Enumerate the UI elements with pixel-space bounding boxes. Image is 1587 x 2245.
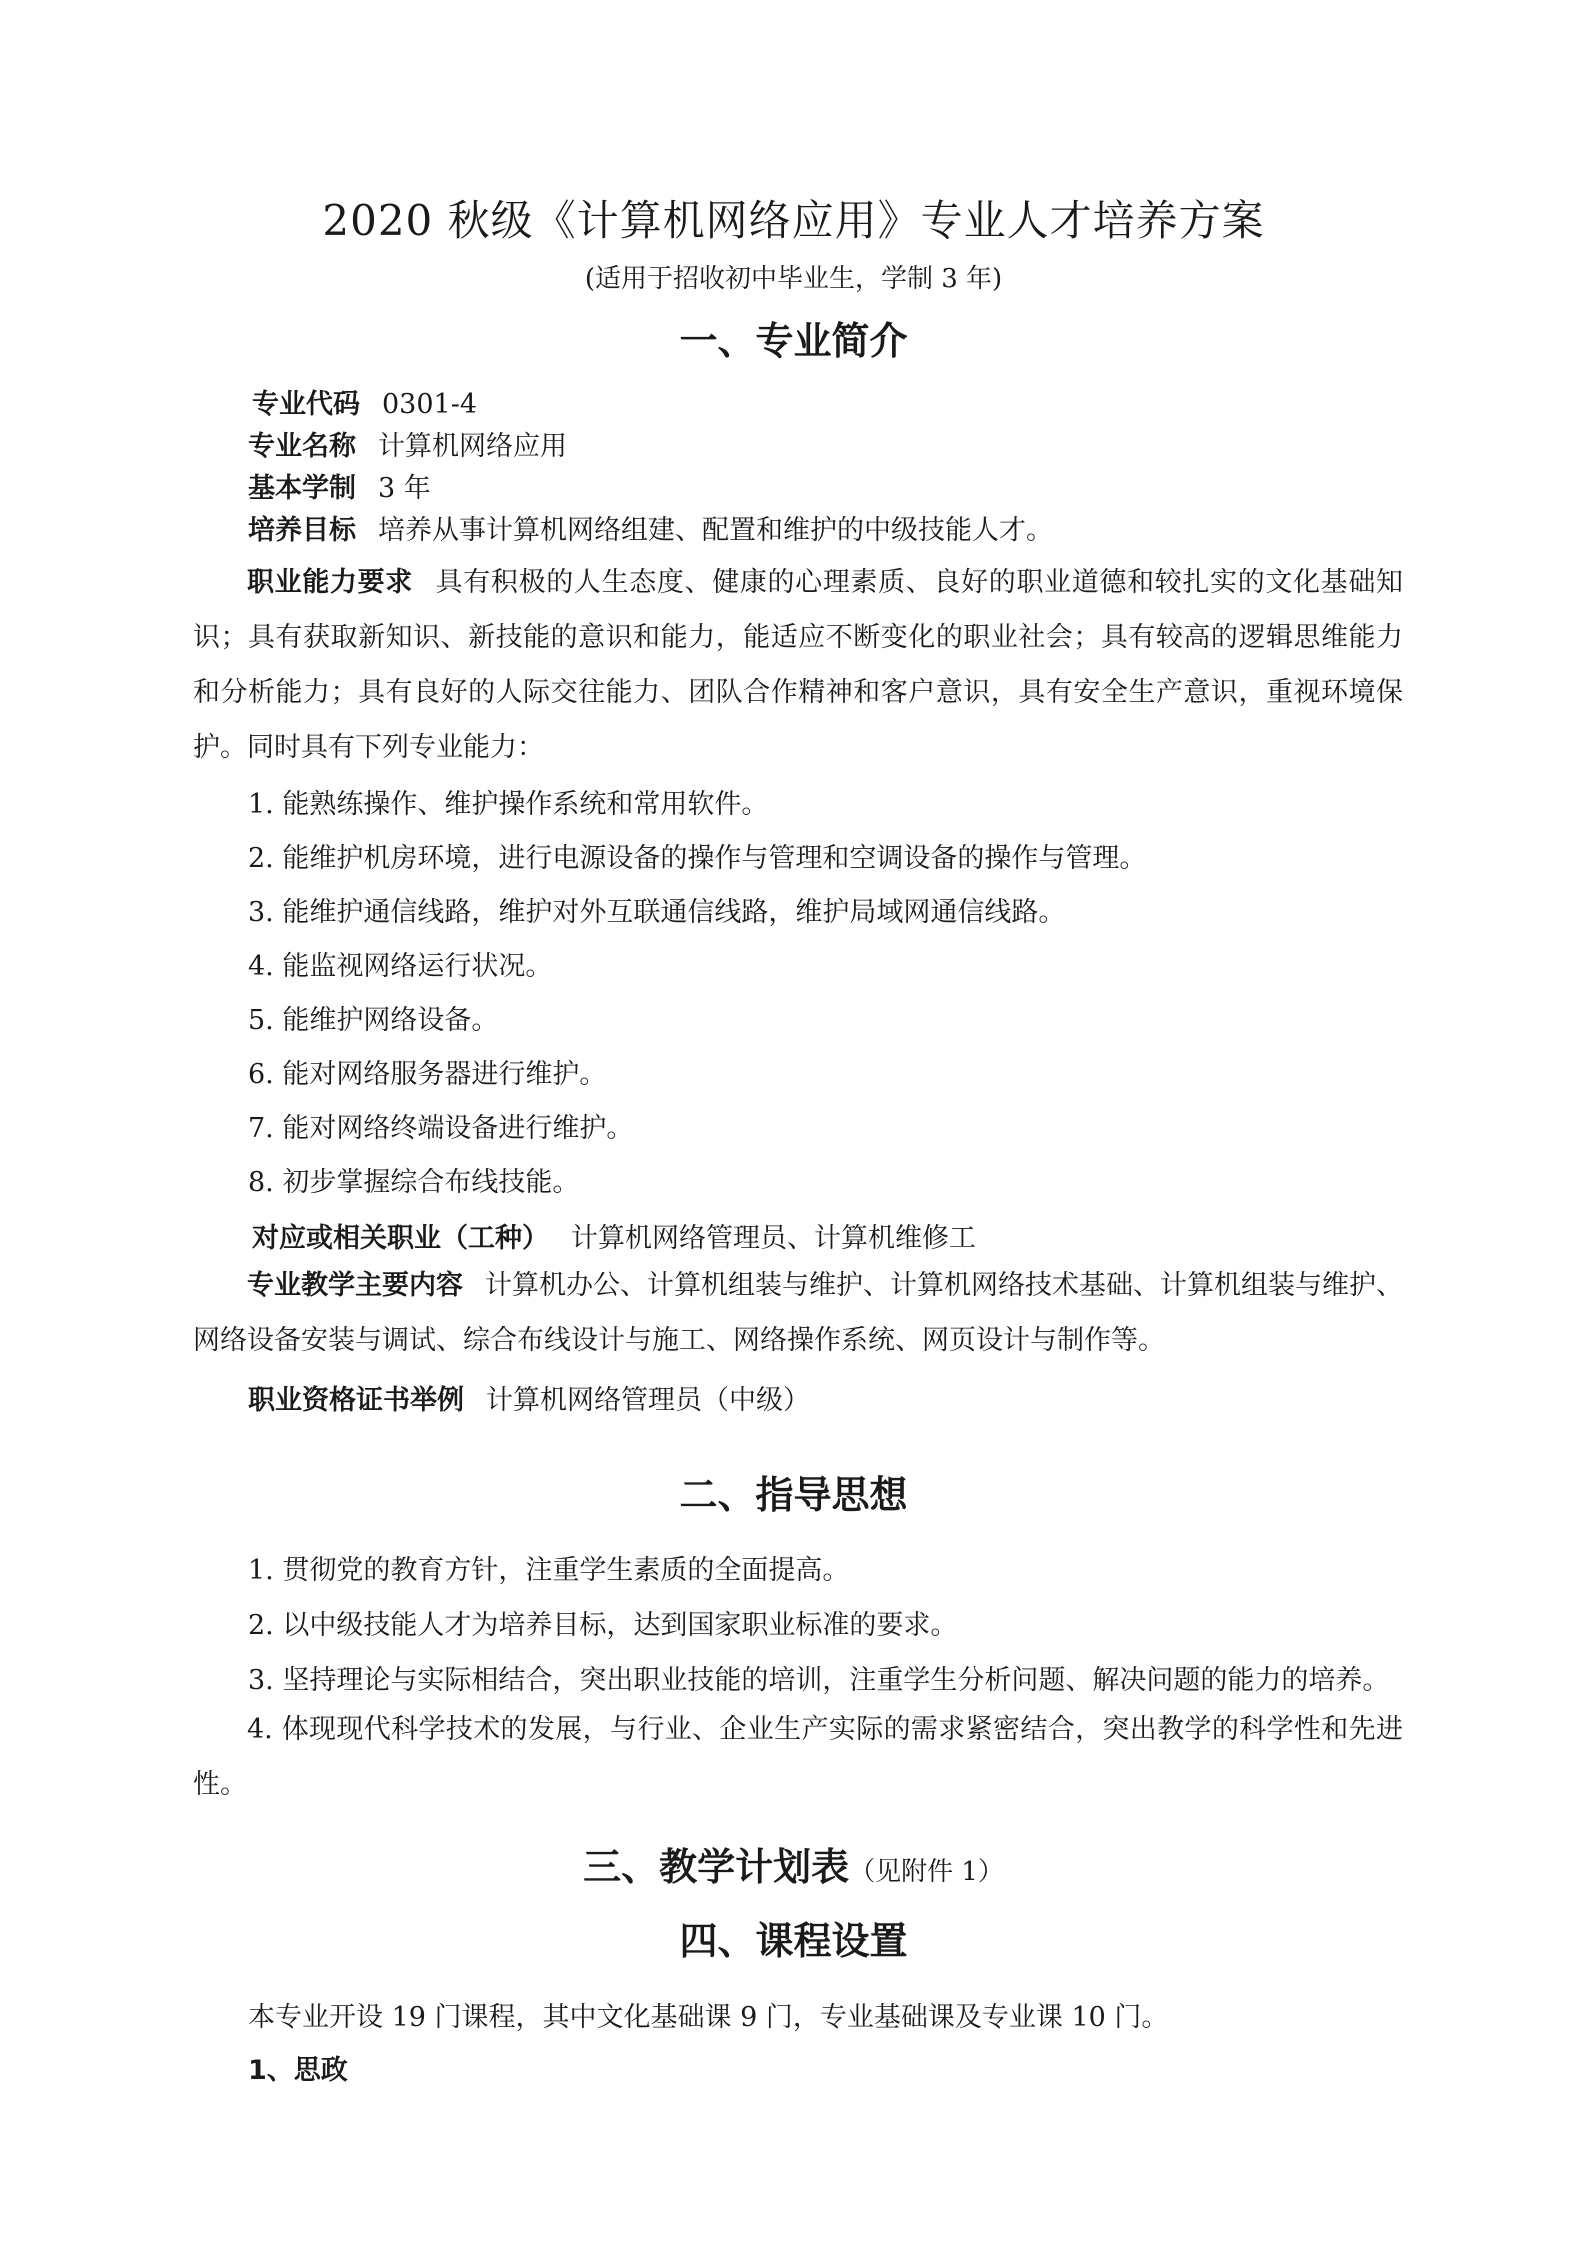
ability-item: 4. 能监视网络运行状况。 bbox=[248, 951, 553, 982]
ability-item: 1. 能熟练操作、维护操作系统和常用软件。 bbox=[248, 789, 769, 820]
subsection-politics: 1、思政 bbox=[248, 2055, 348, 2086]
ability-requirements bbox=[193, 555, 1403, 775]
field-label: 基本学制 bbox=[248, 473, 356, 504]
guidance-item: 3. 坚持理论与实际相结合，突出职业技能的培训，注重学生分析问题、解决问题的能力的培养。 bbox=[248, 1665, 1390, 1696]
teaching-label: 专业教学主要内容 bbox=[247, 1270, 463, 1301]
teaching-content bbox=[193, 1258, 1403, 1368]
certificate-label: 职业资格证书举例 bbox=[248, 1385, 464, 1416]
ability-item: 8. 初步掌握综合布线技能。 bbox=[248, 1167, 580, 1198]
guidance-item: 2. 以中级技能人才为培养目标，达到国家职业标准的要求。 bbox=[248, 1610, 958, 1641]
plan-heading-note: （见附件 1） bbox=[849, 1857, 1004, 1887]
courses-intro: 本专业开设 19 门课程，其中文化基础课 9 门，专业基础课及专业课 10 门。 bbox=[248, 2002, 1169, 2033]
guidance-item: 1. 贯彻党的教育方针，注重学生素质的全面提高。 bbox=[248, 1555, 850, 1586]
field-occupation bbox=[252, 1216, 976, 1255]
document-title: 2020 秋级《计算机网络应用》专业人才培养方案 bbox=[322, 196, 1265, 245]
occupation-label: 对应或相关职业（工种） bbox=[252, 1223, 549, 1254]
field-value: 培养从事计算机网络组建、配置和维护的中级技能人才。 bbox=[378, 515, 1053, 546]
teaching-text: 计算机办公、计算机组装与维护、计算机网络技术基础、计算机组装与维护、网络设备安装与调试、综合布线设计与施工、网络操作系统、网页设计与制作等。 bbox=[193, 1270, 1403, 1356]
field-certificate bbox=[248, 1378, 810, 1417]
field-goal bbox=[248, 508, 1053, 547]
field-label: 专业代码 bbox=[252, 389, 360, 420]
ability-item: 6. 能对网络服务器进行维护。 bbox=[248, 1059, 607, 1090]
field-duration bbox=[248, 466, 431, 505]
field-value: 0301-4 bbox=[382, 389, 478, 420]
plan-heading-text: 三、教学计划表 bbox=[583, 1845, 850, 1889]
ability-text: 具有积极的人生态度、健康的心理素质、良好的职业道德和较扎实的文化基础知识；具有获取新知识、新技能的意识和能力，能适应不断变化的职业社会；具有较高的逻辑思维能力和分析能力；具有良好的人际交往能力、团队合作精神和客户意识，具有安全生产意识，重视环境保护。同时具有下列专业能力： bbox=[193, 567, 1404, 763]
section-heading-courses: 四、课程设置 bbox=[679, 1919, 908, 1963]
certificate-value: 计算机网络管理员（中级） bbox=[486, 1385, 810, 1416]
field-value: 计算机网络应用 bbox=[378, 431, 567, 462]
ability-label: 职业能力要求 bbox=[247, 567, 413, 598]
ability-item: 3. 能维护通信线路，维护对外互联通信线路，维护局域网通信线路。 bbox=[248, 897, 1066, 928]
field-major-code bbox=[252, 382, 477, 421]
field-major-name bbox=[248, 424, 567, 463]
section-heading-plan bbox=[0, 1836, 1587, 1891]
field-label: 专业名称 bbox=[248, 431, 356, 462]
field-value: 3 年 bbox=[378, 473, 431, 504]
field-label: 培养目标 bbox=[248, 515, 356, 546]
ability-item: 7. 能对网络终端设备进行维护。 bbox=[248, 1113, 634, 1144]
ability-item: 2. 能维护机房环境，进行电源设备的操作与管理和空调设备的操作与管理。 bbox=[248, 843, 1147, 874]
ability-item: 5. 能维护网络设备。 bbox=[248, 1005, 499, 1036]
guidance-item: 4. 体现现代科学技术的发展，与行业、企业生产实际的需求紧密结合，突出教学的科学性和先进性。 bbox=[193, 1714, 1403, 1800]
document-subtitle: (适用于招收初中毕业生，学制 3 年) bbox=[584, 264, 1003, 294]
section-heading-guidance: 二、指导思想 bbox=[679, 1473, 908, 1517]
occupation-value: 计算机网络管理员、计算机维修工 bbox=[571, 1223, 976, 1254]
section-heading-intro: 一、专业简介 bbox=[679, 319, 908, 363]
